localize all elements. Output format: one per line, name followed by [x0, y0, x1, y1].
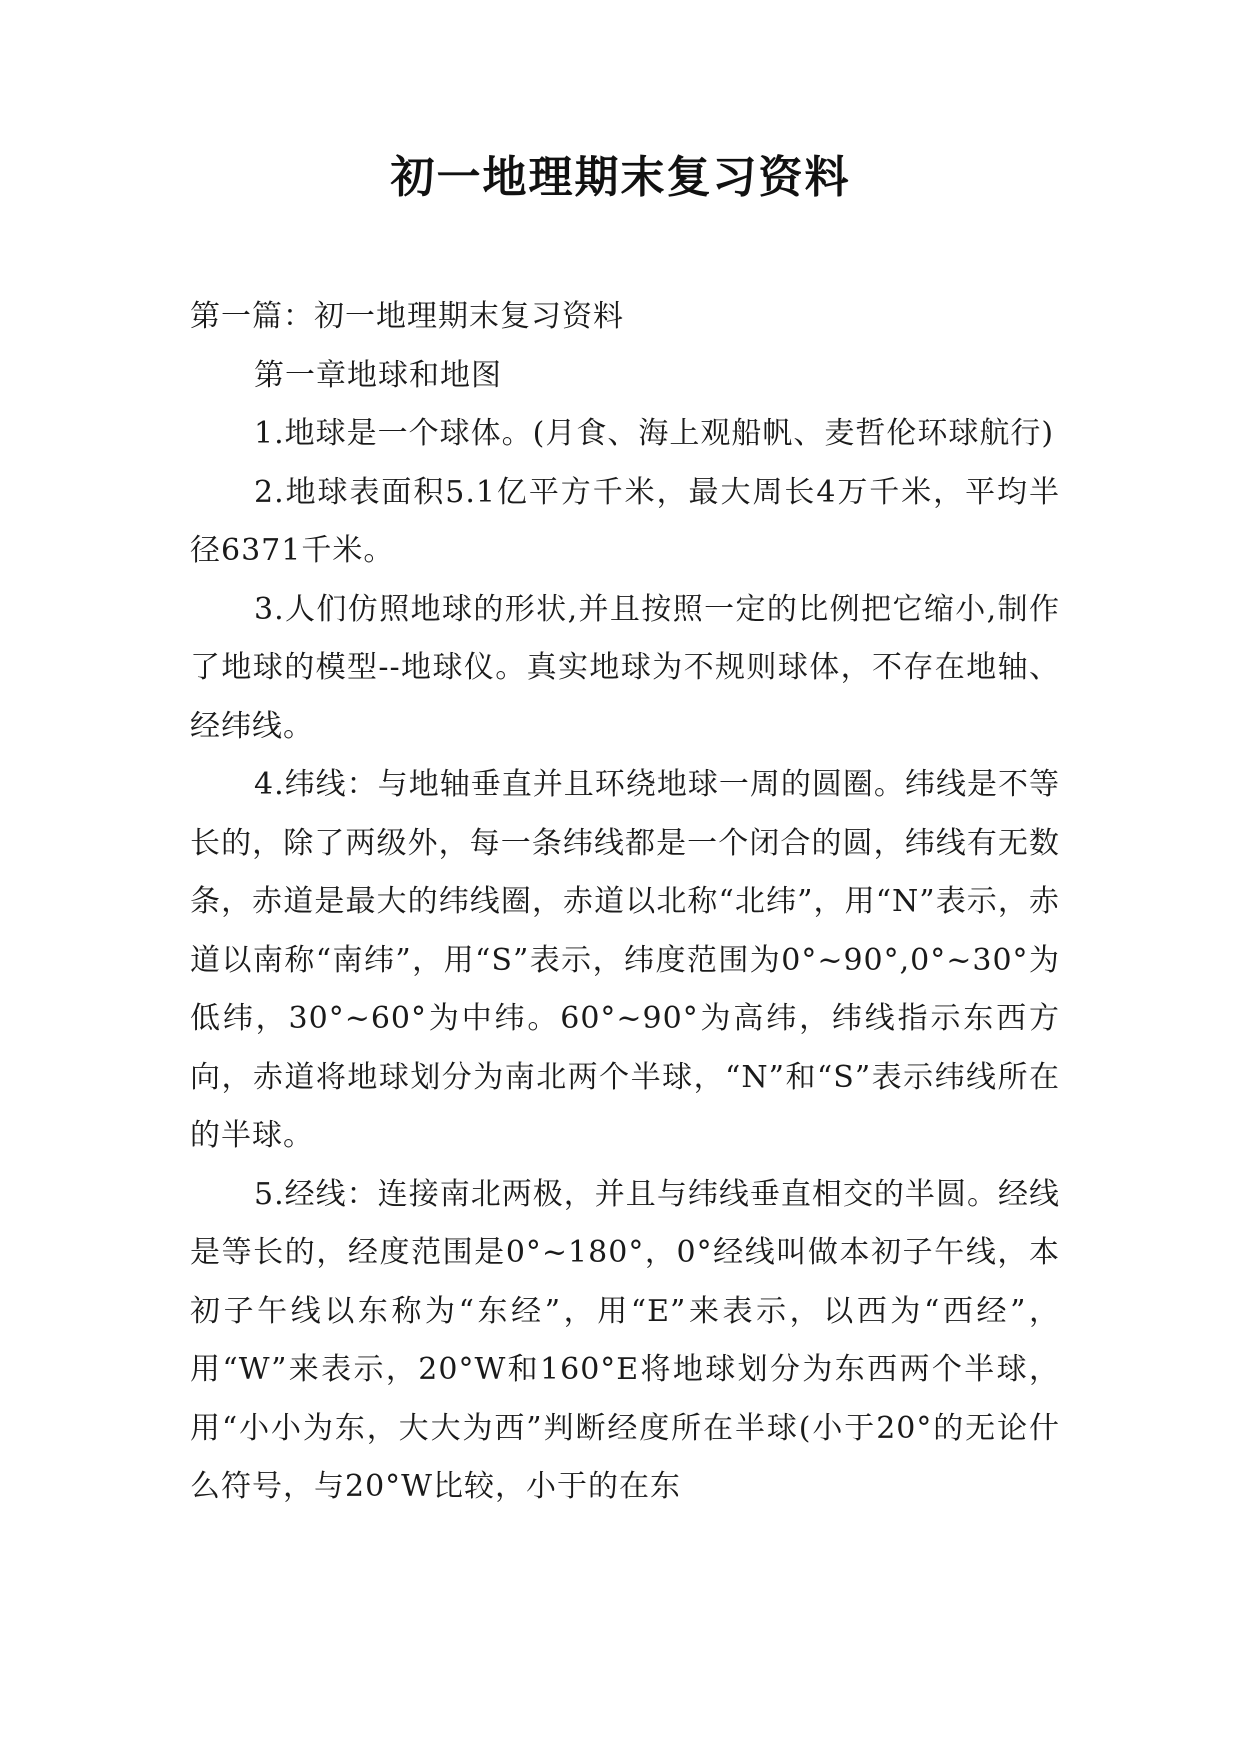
- paragraph-2: 2.地球表面积5.1亿平方千米，最大周长4万千米，平均半径6371千米。: [190, 474, 1060, 568]
- paragraph-3: 3.人们仿照地球的形状,并且按照一定的比例把它缩小,制作了地球的模型--地球仪。真实地球为不规则球体，不存在地轴、经纬线。: [190, 591, 1060, 744]
- document-body: [190, 288, 1060, 1517]
- paragraph-5: 5.经线：连接南北两极，并且与纬线垂直相交的半圆。经线是等长的，经度范围是0°~180°，0°经线叫做本初子午线，本初子午线以东称为“东经”，用“E”来表示，以西为“西经”，用“W”来表示，20°W和160°E将地球划分为东西两个半球，用“小小为东，大大为西”判断经度所在半球(小于20°的无论什么符号，与20°W比较，小于的在东: [190, 1176, 1060, 1504]
- section-heading: 第一篇：初一地理期末复习资料: [190, 299, 624, 334]
- document-title: 初一地理期末复习资料: [390, 152, 851, 203]
- paragraph-1: 1.地球是一个球体。(月食、海上观船帆、麦哲伦环球航行): [254, 416, 1055, 451]
- chapter-heading: 第一章地球和地图: [254, 357, 502, 393]
- paragraph-4: 4.纬线：与地轴垂直并且环绕地球一周的圆圈。纬线是不等长的，除了两级外，每一条纬线都是一个闭合的圆，纬线有无数条，赤道是最大的纬线圈，赤道以北称“北纬”，用“N”表示，赤道以南称“南纬”，用“S”表示，纬度范围为0°~90°,0°~30°为低纬，30°~60°为中纬。60°~90°为高纬，纬线指示东西方向，赤道将地球划分为南北两个半球，“N”和“S”表示纬线所在的半球。: [190, 767, 1060, 1153]
